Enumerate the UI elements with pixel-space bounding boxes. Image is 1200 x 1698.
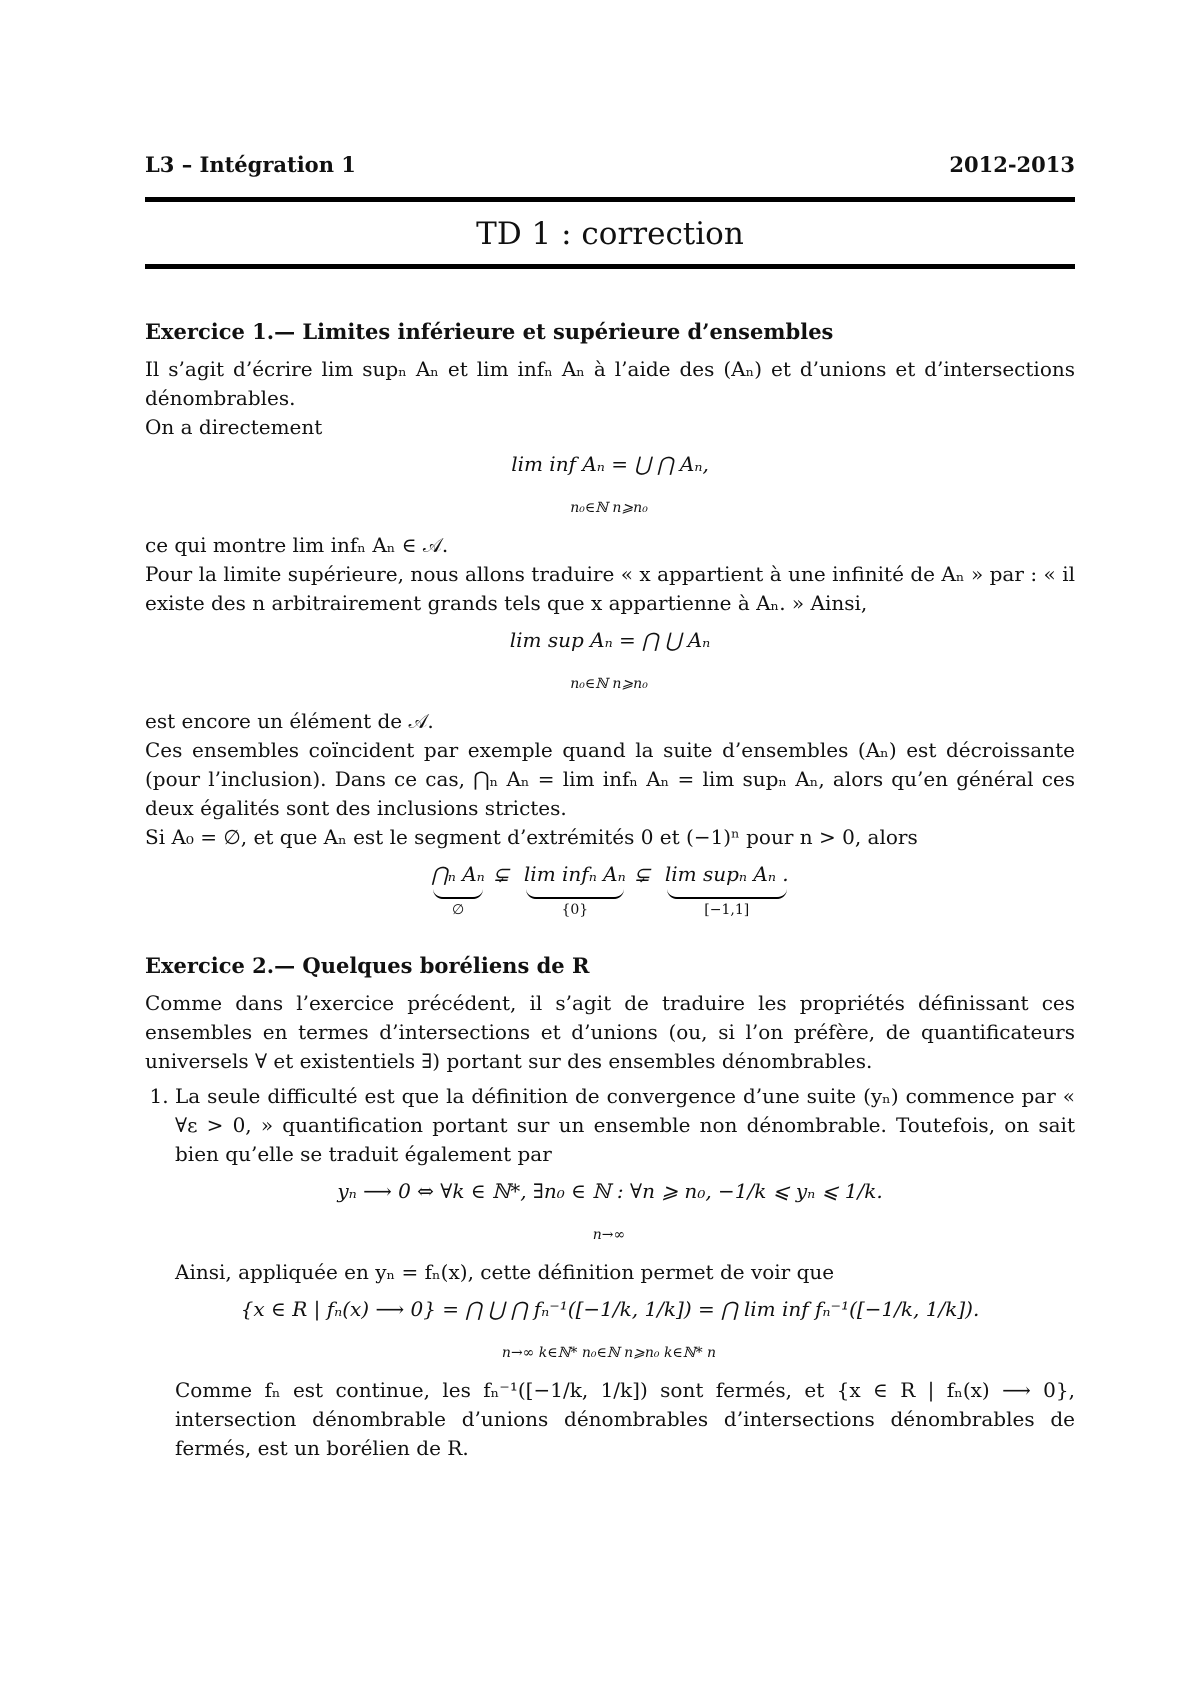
- ex2-paragraph-2: Ainsi, appliquée en yₙ = fₙ(x), cette définition permet de voir que: [175, 1260, 835, 1284]
- header-course: L3 – Intégration 1: [145, 152, 356, 177]
- document-page: [145, 150, 1075, 1463]
- ex1-paragraph-1: Il s’agit d’écrire lim supₙ Aₙ et lim infₙ Aₙ à l’aide des (Aₙ) et d’unions et d’intersections dénombrables.: [145, 357, 1075, 410]
- underbrace: [667, 889, 787, 899]
- equation-liminf-subscripts: n₀∈ℕ n⩾n₀: [570, 500, 648, 516]
- top-rule: [145, 197, 1075, 202]
- document-title: TD 1 : correction: [476, 216, 744, 252]
- ex2-list: [145, 1082, 1075, 1169]
- inclusion-term-limsup: lim supₙ Aₙ . [−1,1]: [664, 862, 789, 918]
- exercise-2-heading: Exercice 2.— Quelques boréliens de R: [145, 953, 590, 978]
- equation-convergence-subscript: n→∞: [592, 1227, 626, 1243]
- page-header: [145, 150, 1075, 179]
- ex1-paragraph-2: On a directement: [145, 415, 323, 439]
- equation-limsup: lim sup Aₙ = ⋂ ⋃ Aₙ $_{n_0\in ℕ n⩾n_0}$: [509, 628, 711, 692]
- exercise-1-heading: Exercice 1.— Limites inférieure et supérieure d’ensembles: [145, 319, 834, 344]
- equation-inclusions: ⋂ₙ Aₙ ∅ ⊊ lim infₙ Aₙ {0} ⊊ lim supₙ Aₙ . [−1,1]: [145, 860, 1075, 921]
- ex1-paragraph-4: Pour la limite supérieure, nous allons traduire « x appartient à une infinité de Aₙ » par : « il existe des n arbitrairement grands tels que x appartienne à Aₙ. » Ainsi,: [145, 562, 1075, 615]
- underbrace: [433, 889, 482, 899]
- ex1-paragraph-6: Ces ensembles coïncident par exemple quand la suite d’ensembles (Aₙ) est décroissante (pour l’inclusion). Dans ce cas, ⋂ₙ Aₙ = lim infₙ Aₙ = lim supₙ Aₙ, alors qu’en général ces deux égalités sont des inclusions strictes.: [145, 738, 1075, 820]
- equation-borel-set-subscripts: n→∞ k∈ℕ* n₀∈ℕ n⩾n₀ k∈ℕ* n: [501, 1345, 717, 1361]
- inclusion-term-liminf: lim infₙ Aₙ {0}: [523, 862, 626, 918]
- header-year: 2012-2013: [949, 152, 1075, 177]
- equation-liminf: lim inf Aₙ = ⋃ ⋂ Aₙ, $_{n_0\in ℕ n⩾n_0}$: [511, 452, 709, 516]
- ex2-paragraph-3: Comme fₙ est continue, les fₙ⁻¹([−1/k, 1/k]) sont fermés, et {x ∈ R | fₙ(x) ⟶ 0}, intersection dénombrable d’unions dénombrables d’intersections dénombrables de fermés, est un borélien de R.: [175, 1378, 1075, 1460]
- equation-borel-set: {x ∈ R | fₙ(x) ⟶ 0} = ⋂ ⋃ ⋂ fₙ⁻¹([−1/k, 1/k]) = ⋂ lim inf fₙ⁻¹([−1/k, 1/k]). $_{n\to\infty k\in ℕ* n_0\in ℕ n⩾n_0 k\in ℕ* n}$: [240, 1297, 980, 1361]
- ex1-paragraph-3: ce qui montre lim infₙ Aₙ ∈ 𝒜.: [145, 533, 449, 557]
- equation-convergence: yₙ ⟶ 0 ⇔ ∀k ∈ ℕ*, ∃n₀ ∈ ℕ : ∀n ⩾ n₀, −1/k ⩽ yₙ ⩽ 1/k. $_{n\to\infty}$: [337, 1179, 883, 1243]
- list-item: 1. La seule difficulté est que la définition de convergence d’une suite (yₙ) commence par « ∀ε > 0, » quantification portant sur un ensemble non dénombrable. Toutefois, on sait bien qu’elle se traduit également par: [175, 1082, 1075, 1169]
- ex2-paragraph-1: Comme dans l’exercice précédent, il s’agit de traduire les propriétés définissant ces ensembles en termes d’intersections et d’unions (ou, si l’on préfère, de quantificateurs universels ∀ et existentiels ∃) portant sur des ensembles dénombrables.: [145, 991, 1075, 1073]
- bottom-rule: [145, 264, 1075, 269]
- underbrace: [526, 889, 624, 899]
- ex1-paragraph-5: est encore un élément de 𝒜.: [145, 709, 434, 733]
- equation-limsup-subscripts: n₀∈ℕ n⩾n₀: [570, 676, 648, 692]
- inclusion-term-intersection: ⋂ₙ Aₙ ∅: [431, 862, 485, 918]
- ex1-paragraph-7: Si A₀ = ∅, et que Aₙ est le segment d’extrémités 0 et (−1)ⁿ pour n > 0, alors: [145, 825, 918, 849]
